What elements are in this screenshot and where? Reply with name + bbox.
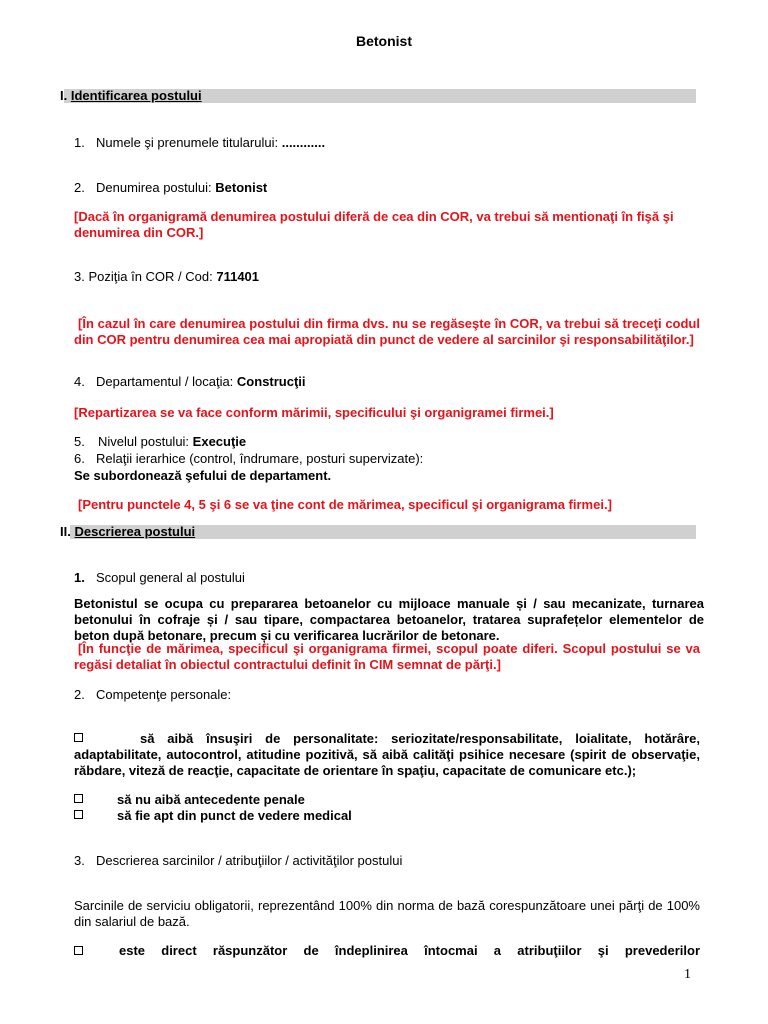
item-competences-label: Competenţe personale: xyxy=(96,687,232,702)
scope-text: Betonistul se ocupa cu prepararea betoanelor cu mijloace manuale și / sau mecanizate, turnarea betonului în cofraje și / sau tipare, compactarea betoanelor, tratarea suprafețelor elementelor de beton după betonare, precum și cu verificarea lucrărilor de betonare. xyxy=(74,596,704,643)
item-competences xyxy=(74,687,231,702)
section-2-heading xyxy=(60,525,195,539)
scope-note: [În funcţie de mărimea, specificul şi organigrama firmei, scopul poate diferi. Scopul postului se va regăsi detaliat în obiectul contractului definit în CIM semnat de părţi.] xyxy=(74,641,700,672)
competence-item-2-text: să nu aibă antecedente penale xyxy=(117,792,305,807)
relations-value: Se subordonează şefului de departament. xyxy=(74,468,332,483)
item-job-number: 2. xyxy=(74,180,85,195)
section-2-title: Descrierea postului xyxy=(74,524,196,539)
item-dept-number: 4. xyxy=(74,374,85,389)
item-name-number: 1. xyxy=(74,135,85,150)
item-job xyxy=(74,180,267,195)
item-job-label: Denumirea postului: xyxy=(96,180,212,195)
item-relations-label: Relaţii ierarhice (control, îndrumare, posturi supervizate): xyxy=(96,451,424,466)
job-note: [Dacă în organigramă denumirea postului diferă de cea din COR, va trebui să mentionaţi în fişă şi denumirea din COR.] xyxy=(74,209,674,240)
item-dept xyxy=(74,374,306,389)
item-name xyxy=(74,135,325,150)
checkbox-bullet-icon xyxy=(74,794,83,803)
item-level xyxy=(74,434,246,449)
item-tasks-number: 3. xyxy=(74,853,85,868)
competence-item-2 xyxy=(74,792,305,808)
item-level-value: Execuţie xyxy=(192,434,247,449)
tasks-text: Sarcinile de serviciu obligatorii, reprezentând 100% din norma de bază corespunzătoare unei părţi de 100% din salariul de bază. xyxy=(74,898,700,929)
competence-item-3-text: să fie apt din punct de vedere medical xyxy=(117,808,352,823)
item-cor xyxy=(74,269,259,284)
item-scope-label: Scopul general al postului xyxy=(96,570,245,585)
page-number: 1 xyxy=(684,967,691,982)
item-scope xyxy=(74,570,245,585)
section-2-number: II. xyxy=(60,524,71,539)
section-1-heading xyxy=(60,89,202,103)
section-1-title: Identificarea postului xyxy=(70,88,202,103)
item-relations-number: 6. xyxy=(74,451,85,466)
competence-item-1 xyxy=(74,731,700,779)
item-dept-value: Construcţii xyxy=(236,374,306,389)
item-tasks-label: Descrierea sarcinilor / atribuţiilor / activităţilor postului xyxy=(96,853,403,868)
item-level-label: Nivelul postului: xyxy=(98,434,190,449)
item-cor-label: 3. Poziţia în COR / Cod: xyxy=(74,269,213,284)
item-job-value: Betonist xyxy=(215,180,268,195)
item-relations xyxy=(74,451,423,466)
cor-note: [În cazul în care denumirea postului din firma dvs. nu se regăseşte în COR, va trebui să treceţi codul din COR pentru denumirea cea mai apropiată din punct de vedere al sarcinilor şi responsabilităţilor.] xyxy=(74,316,700,347)
checkbox-bullet-icon xyxy=(74,733,83,742)
item-tasks xyxy=(74,853,402,868)
page-title: Betonist xyxy=(356,33,412,49)
item-name-value: ............ xyxy=(281,135,326,150)
section-1-number: I. xyxy=(60,88,68,103)
tasks-item-1 xyxy=(74,943,700,958)
item-scope-number: 1. xyxy=(74,570,85,585)
points-note: [Pentru punctele 4, 5 şi 6 se va ţine cont de mărimea, specificul şi organigrama firmei.] xyxy=(78,497,612,512)
item-cor-value: 711401 xyxy=(216,269,260,284)
item-name-label: Numele şi prenumele titularului: xyxy=(96,135,279,150)
checkbox-bullet-icon xyxy=(74,810,83,819)
item-level-number: 5. xyxy=(74,434,85,449)
tasks-item-1-text: este direct răspunzător de îndeplinirea întocmai a atribuţiilor şi prevederilor xyxy=(119,943,700,958)
competence-item-1-text: să aibă însuşiri de personalitate: seriozitate/responsabilitate, loialitate, hotărâre, adaptabilitate, autocontrol, atitudine pozitivă, să aibă calităţi psihice necesare (spirit de observaţie, răbdare, viteză de reacţie, capacitate de orientare în spaţiu, capacitate de comunicare etc.); xyxy=(74,731,700,778)
checkbox-bullet-icon xyxy=(74,946,83,955)
competence-item-3 xyxy=(74,808,352,824)
item-dept-label: Departamentul / locaţia: xyxy=(96,374,234,389)
item-competences-number: 2. xyxy=(74,687,85,702)
dept-note: [Repartizarea se va face conform mărimii, specificului şi organigramei firmei.] xyxy=(74,405,554,420)
